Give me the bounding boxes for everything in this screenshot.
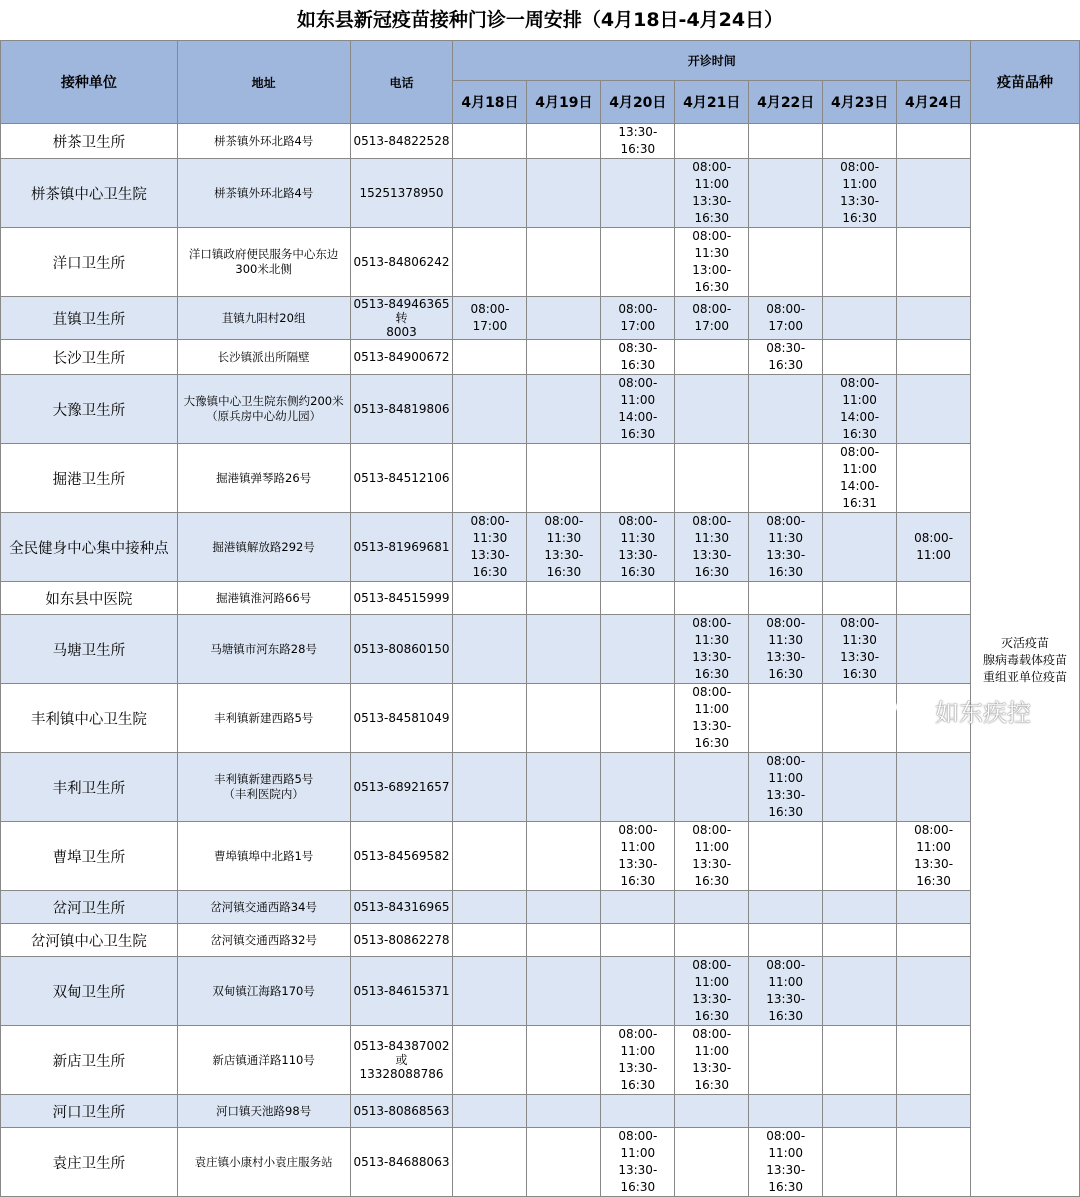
table-row xyxy=(1,513,1080,582)
schedule-cell xyxy=(823,1128,897,1197)
header-date: 4月20日 xyxy=(601,81,675,124)
schedule-cell xyxy=(749,822,823,891)
schedule-cell xyxy=(749,684,823,753)
schedule-cell xyxy=(897,375,971,444)
schedule-cell xyxy=(527,297,601,340)
schedule-cell xyxy=(527,444,601,513)
schedule-cell xyxy=(527,124,601,159)
schedule-cell xyxy=(453,375,527,444)
unit-name: 岔河卫生所 xyxy=(1,891,178,924)
schedule-cell xyxy=(453,684,527,753)
table-row xyxy=(1,297,1080,340)
schedule-cell: 08:00-11:30 13:30-16:30 xyxy=(675,513,749,582)
schedule-cell xyxy=(601,924,675,957)
schedule-cell xyxy=(601,582,675,615)
table-row xyxy=(1,615,1080,684)
schedule-cell: 08:00-11:00 13:30-16:30 xyxy=(675,1026,749,1095)
schedule-cell xyxy=(823,1095,897,1128)
schedule-cell: 08:00-17:00 xyxy=(601,297,675,340)
schedule-cell xyxy=(675,753,749,822)
schedule-cell xyxy=(749,228,823,297)
schedule-cell: 08:00-11:00 13:30-16:30 xyxy=(897,822,971,891)
schedule-cell xyxy=(897,340,971,375)
schedule-cell xyxy=(527,340,601,375)
schedule-cell xyxy=(675,444,749,513)
schedule-cell xyxy=(897,1026,971,1095)
schedule-cell xyxy=(601,444,675,513)
phone-cell: 0513-84512106 xyxy=(350,444,453,513)
vaccine-types: 灭活疫苗 腺病毒载体疫苗 重组亚单位疫苗 xyxy=(971,124,1080,1197)
phone-cell: 0513-84316965 xyxy=(350,891,453,924)
schedule-cell: 13:30-16:30 xyxy=(601,124,675,159)
schedule-cell xyxy=(823,753,897,822)
phone-cell: 0513-84569582 xyxy=(350,822,453,891)
schedule-cell xyxy=(897,124,971,159)
schedule-cell xyxy=(749,1095,823,1128)
phone-cell: 0513-80860150 xyxy=(350,615,453,684)
schedule-cell: 08:00-11:00 13:30-16:30 xyxy=(749,1128,823,1197)
table-row xyxy=(1,228,1080,297)
schedule-cell xyxy=(527,891,601,924)
schedule-cell xyxy=(749,924,823,957)
schedule-cell xyxy=(675,375,749,444)
schedule-cell xyxy=(823,228,897,297)
address-cell: 双甸镇江海路170号 xyxy=(177,957,350,1026)
address-cell: 新店镇通洋路110号 xyxy=(177,1026,350,1095)
schedule-cell xyxy=(675,340,749,375)
page-title: 如东县新冠疫苗接种门诊一周安排（4月18日-4月24日） xyxy=(296,9,784,31)
schedule-cell xyxy=(897,753,971,822)
schedule-cell xyxy=(897,891,971,924)
schedule-cell xyxy=(527,615,601,684)
table-row xyxy=(1,1128,1080,1197)
address-cell: 洋口镇政府便民服务中心东边 300米北侧 xyxy=(177,228,350,297)
schedule-cell xyxy=(453,615,527,684)
schedule-cell xyxy=(897,444,971,513)
schedule-cell xyxy=(527,957,601,1026)
schedule-cell: 08:00-11:00 14:00-16:31 xyxy=(823,444,897,513)
schedule-cell xyxy=(823,340,897,375)
address-cell: 掘港镇解放路292号 xyxy=(177,513,350,582)
phone-cell: 0513-84515999 xyxy=(350,582,453,615)
unit-name: 岔河镇中心卫生院 xyxy=(1,924,178,957)
schedule-cell xyxy=(675,124,749,159)
table-row xyxy=(1,1026,1080,1095)
table-row xyxy=(1,753,1080,822)
header-phone: 电话 xyxy=(350,41,453,124)
schedule-cell: 08:00-11:00 13:30-16:30 xyxy=(675,159,749,228)
schedule-cell xyxy=(897,1128,971,1197)
address-cell: 马塘镇市河东路28号 xyxy=(177,615,350,684)
schedule-cell xyxy=(527,228,601,297)
schedule-cell xyxy=(749,159,823,228)
table-row xyxy=(1,340,1080,375)
unit-name: 如东县中医院 xyxy=(1,582,178,615)
schedule-cell xyxy=(527,375,601,444)
schedule-cell xyxy=(527,684,601,753)
schedule-cell: 08:00-11:00 13:30-16:30 xyxy=(749,753,823,822)
wechat-icon xyxy=(895,695,931,725)
phone-cell: 0513-84900672 xyxy=(350,340,453,375)
schedule-cell xyxy=(453,582,527,615)
address-cell: 掘港镇淮河路66号 xyxy=(177,582,350,615)
schedule-cell: 08:00-11:30 13:30-16:30 xyxy=(601,513,675,582)
schedule-cell: 08:00-11:00 14:00-16:30 xyxy=(601,375,675,444)
header-date: 4月23日 xyxy=(823,81,897,124)
schedule-cell: 08:00-11:30 13:30-16:30 xyxy=(453,513,527,582)
unit-name: 袁庄卫生所 xyxy=(1,1128,178,1197)
schedule-cell xyxy=(527,753,601,822)
schedule-cell xyxy=(453,228,527,297)
schedule-cell xyxy=(823,924,897,957)
schedule-cell xyxy=(601,753,675,822)
phone-cell: 15251378950 xyxy=(350,159,453,228)
unit-name: 双甸卫生所 xyxy=(1,957,178,1026)
schedule-cell: 08:00-11:30 13:30-16:30 xyxy=(675,615,749,684)
schedule-cell xyxy=(749,124,823,159)
schedule-cell xyxy=(897,297,971,340)
schedule-cell: 08:00-17:00 xyxy=(675,297,749,340)
schedule-cell xyxy=(527,1128,601,1197)
schedule-cell: 08:00-11:00 13:30-16:30 xyxy=(675,822,749,891)
header-open-time: 开诊时间 xyxy=(453,41,971,81)
table-row xyxy=(1,891,1080,924)
schedule-cell xyxy=(823,684,897,753)
schedule-cell: 08:00-11:00 13:30-16:30 xyxy=(601,822,675,891)
phone-cell: 0513-84806242 xyxy=(350,228,453,297)
schedule-cell: 08:00-11:00 13:30-16:30 xyxy=(675,957,749,1026)
address-cell: 苴镇九阳村20组 xyxy=(177,297,350,340)
schedule-cell xyxy=(823,891,897,924)
schedule-cell: 08:00-11:30 13:30-16:30 xyxy=(749,615,823,684)
schedule-table xyxy=(0,40,1080,1197)
address-cell: 岔河镇交通西路34号 xyxy=(177,891,350,924)
address-cell: 栟茶镇外环北路4号 xyxy=(177,124,350,159)
header-date: 4月21日 xyxy=(675,81,749,124)
schedule-cell xyxy=(675,1095,749,1128)
header-unit: 接种单位 xyxy=(1,41,178,124)
phone-cell: 0513-81969681 xyxy=(350,513,453,582)
schedule-cell xyxy=(601,159,675,228)
unit-name: 洋口卫生所 xyxy=(1,228,178,297)
schedule-cell xyxy=(823,822,897,891)
address-cell: 大豫镇中心卫生院东侧约200米 （原兵房中心幼儿园） xyxy=(177,375,350,444)
phone-cell: 0513-84615371 xyxy=(350,957,453,1026)
schedule-cell xyxy=(527,924,601,957)
schedule-cell xyxy=(823,124,897,159)
schedule-cell xyxy=(453,1095,527,1128)
schedule-cell: 08:00-11:00 xyxy=(897,513,971,582)
address-cell: 河口镇天池路98号 xyxy=(177,1095,350,1128)
schedule-cell xyxy=(601,1095,675,1128)
watermark-text: 如东疾控 xyxy=(935,698,1031,727)
unit-name: 曹埠卫生所 xyxy=(1,822,178,891)
header-date: 4月18日 xyxy=(453,81,527,124)
schedule-cell xyxy=(823,513,897,582)
schedule-cell xyxy=(675,891,749,924)
table-row xyxy=(1,444,1080,513)
address-cell: 长沙镇派出所隔壁 xyxy=(177,340,350,375)
schedule-cell xyxy=(897,228,971,297)
unit-name: 大豫卫生所 xyxy=(1,375,178,444)
header-date: 4月22日 xyxy=(749,81,823,124)
schedule-cell: 08:00-11:00 13:30-16:30 xyxy=(601,1128,675,1197)
schedule-cell xyxy=(601,684,675,753)
phone-cell: 0513-84581049 xyxy=(350,684,453,753)
schedule-cell xyxy=(527,1095,601,1128)
schedule-cell: 08:00-17:00 xyxy=(453,297,527,340)
address-cell: 袁庄镇小康村小袁庄服务站 xyxy=(177,1128,350,1197)
phone-cell: 0513-84387002或 13328088786 xyxy=(350,1026,453,1095)
table-row xyxy=(1,822,1080,891)
schedule-cell xyxy=(453,159,527,228)
phone-cell: 0513-84688063 xyxy=(350,1128,453,1197)
table-row xyxy=(1,582,1080,615)
phone-cell: 0513-84822528 xyxy=(350,124,453,159)
watermark xyxy=(895,690,1055,730)
schedule-cell xyxy=(453,124,527,159)
schedule-cell: 08:00-11:00 14:00-16:30 xyxy=(823,375,897,444)
schedule-cell xyxy=(897,957,971,1026)
schedule-cell xyxy=(453,924,527,957)
schedule-cell xyxy=(675,1128,749,1197)
schedule-cell: 08:00-11:30 13:30-16:30 xyxy=(823,615,897,684)
header-vaccine: 疫苗品种 xyxy=(971,41,1080,124)
header-date: 4月24日 xyxy=(897,81,971,124)
schedule-cell xyxy=(527,582,601,615)
schedule-cell xyxy=(453,753,527,822)
schedule-cell xyxy=(527,1026,601,1095)
phone-cell: 0513-84946365转 8003 xyxy=(350,297,453,340)
schedule-cell: 08:00-17:00 xyxy=(749,297,823,340)
schedule-cell xyxy=(601,615,675,684)
schedule-cell xyxy=(897,582,971,615)
schedule-cell xyxy=(823,297,897,340)
schedule-cell xyxy=(897,924,971,957)
phone-cell: 0513-84819806 xyxy=(350,375,453,444)
unit-name: 掘港卫生所 xyxy=(1,444,178,513)
schedule-cell xyxy=(675,924,749,957)
unit-name: 丰利镇中心卫生院 xyxy=(1,684,178,753)
schedule-cell xyxy=(749,1026,823,1095)
unit-name: 栟茶镇中心卫生院 xyxy=(1,159,178,228)
schedule-cell xyxy=(749,582,823,615)
schedule-cell: 08:00-11:30 13:30-16:30 xyxy=(527,513,601,582)
schedule-cell xyxy=(453,957,527,1026)
schedule-cell xyxy=(601,228,675,297)
schedule-cell: 08:00-11:00 13:30-16:30 xyxy=(675,684,749,753)
schedule-cell xyxy=(823,1026,897,1095)
schedule-cell xyxy=(601,891,675,924)
schedule-cell xyxy=(749,891,823,924)
schedule-cell xyxy=(897,1095,971,1128)
address-cell: 掘港镇弹琴路26号 xyxy=(177,444,350,513)
schedule-cell: 08:00-11:00 13:30-16:30 xyxy=(749,957,823,1026)
table-row xyxy=(1,124,1080,159)
unit-name: 苴镇卫生所 xyxy=(1,297,178,340)
phone-cell: 0513-80868563 xyxy=(350,1095,453,1128)
schedule-cell: 08:00-11:30 13:30-16:30 xyxy=(749,513,823,582)
schedule-cell xyxy=(453,444,527,513)
unit-name: 丰利卫生所 xyxy=(1,753,178,822)
unit-name: 新店卫生所 xyxy=(1,1026,178,1095)
schedule-cell xyxy=(453,1128,527,1197)
table-row xyxy=(1,957,1080,1026)
schedule-cell: 08:00-11:00 13:30-16:30 xyxy=(601,1026,675,1095)
address-cell: 栟茶镇外环北路4号 xyxy=(177,159,350,228)
schedule-cell xyxy=(453,1026,527,1095)
schedule-cell xyxy=(897,615,971,684)
unit-name: 马塘卫生所 xyxy=(1,615,178,684)
phone-cell: 0513-80862278 xyxy=(350,924,453,957)
address-cell: 丰利镇新建西路5号 （丰利医院内） xyxy=(177,753,350,822)
unit-name: 全民健身中心集中接种点 xyxy=(1,513,178,582)
table-row xyxy=(1,1095,1080,1128)
schedule-cell: 08:00-11:00 13:30-16:30 xyxy=(823,159,897,228)
unit-name: 栟茶卫生所 xyxy=(1,124,178,159)
table-row xyxy=(1,159,1080,228)
schedule-cell xyxy=(453,340,527,375)
schedule-cell xyxy=(823,582,897,615)
schedule-cell xyxy=(897,159,971,228)
address-cell: 丰利镇新建西路5号 xyxy=(177,684,350,753)
header-date: 4月19日 xyxy=(527,81,601,124)
unit-name: 河口卫生所 xyxy=(1,1095,178,1128)
schedule-cell xyxy=(601,957,675,1026)
schedule-cell: 08:30-16:30 xyxy=(601,340,675,375)
table-row xyxy=(1,375,1080,444)
header-address: 地址 xyxy=(177,41,350,124)
schedule-cell xyxy=(749,375,823,444)
schedule-cell: 08:00-11:30 13:00-16:30 xyxy=(675,228,749,297)
schedule-cell xyxy=(749,444,823,513)
schedule-cell xyxy=(527,822,601,891)
schedule-cell xyxy=(823,957,897,1026)
schedule-cell xyxy=(453,822,527,891)
address-cell: 曹埠镇埠中北路1号 xyxy=(177,822,350,891)
table-row xyxy=(1,924,1080,957)
unit-name: 长沙卫生所 xyxy=(1,340,178,375)
schedule-cell xyxy=(527,159,601,228)
schedule-cell xyxy=(675,582,749,615)
address-cell: 岔河镇交通西路32号 xyxy=(177,924,350,957)
schedule-cell xyxy=(453,891,527,924)
phone-cell: 0513-68921657 xyxy=(350,753,453,822)
schedule-cell: 08:30-16:30 xyxy=(749,340,823,375)
